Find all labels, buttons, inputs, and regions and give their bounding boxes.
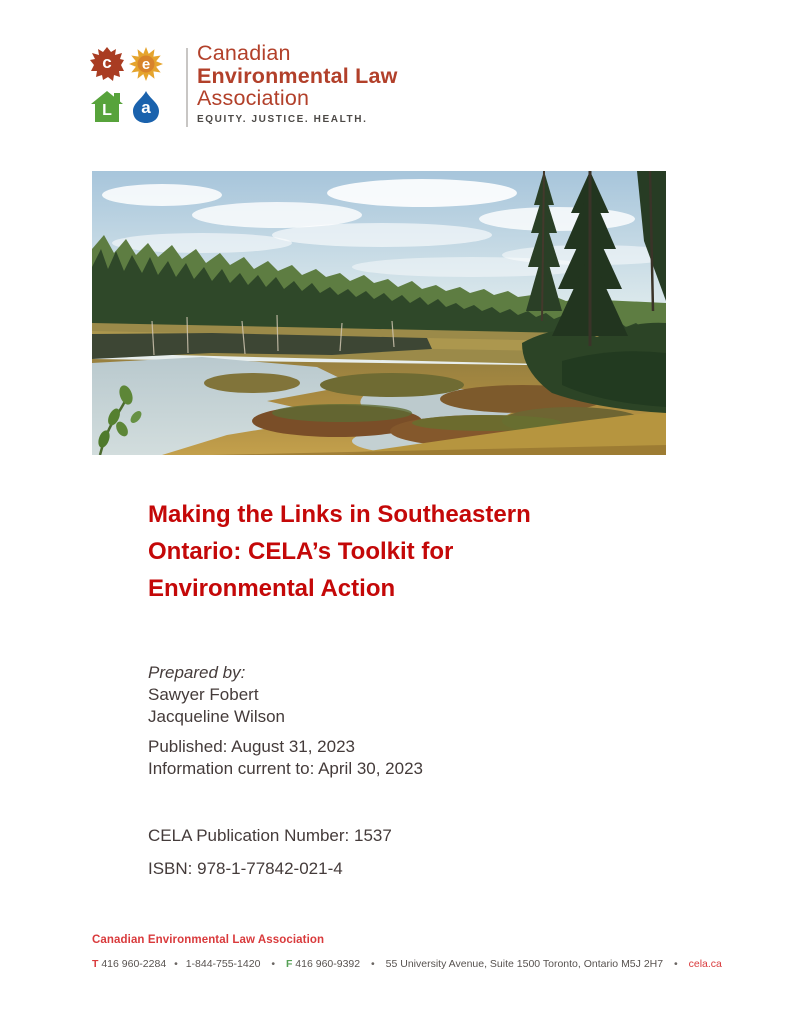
org-name-line2: Environmental Law	[197, 63, 398, 88]
author-2: Jacqueline Wilson	[148, 707, 286, 726]
org-name-line1: Canadian	[197, 41, 291, 65]
publication-dates-block	[148, 736, 423, 780]
website-link[interactable]: cela.ca	[688, 958, 722, 970]
footer-contact-line	[92, 958, 722, 970]
title-line-3: Environmental Action	[148, 575, 396, 602]
separator-bullet: •	[271, 958, 276, 970]
fax-number: 416 960-9392	[295, 958, 361, 970]
published-date: Published: August 31, 2023	[148, 737, 355, 756]
separator-bullet: •	[371, 958, 375, 970]
tollfree-number: 1-844-755-1420	[185, 958, 261, 970]
separator-bullet: •	[174, 958, 178, 970]
org-name-line3: Association	[197, 86, 310, 110]
sun-icon	[129, 47, 163, 81]
cela-logo	[90, 41, 398, 127]
fax-label: F	[285, 958, 293, 970]
logo-divider	[186, 48, 188, 127]
footer-org-name: Canadian Environmental Law Association	[92, 934, 325, 946]
drop-letter: a	[141, 97, 151, 117]
org-tagline: EQUITY. JUSTICE. HEALTH.	[197, 113, 368, 125]
prepared-by-label: Prepared by:	[148, 663, 246, 682]
publication-number: CELA Publication Number: 1537	[148, 826, 392, 845]
isbn-number: ISBN: 978-1-77842-021-4	[148, 859, 343, 878]
house-letter: L	[102, 102, 112, 119]
tel-number: 416 960-2284	[101, 958, 167, 970]
logo-icon-grid	[90, 47, 163, 124]
house-icon	[90, 90, 124, 124]
leaf-icon	[90, 47, 124, 81]
author-1: Sawyer Fobert	[148, 685, 259, 704]
title-line-1: Making the Links in Southeastern	[148, 501, 531, 528]
water-drop-icon	[129, 90, 163, 124]
title-line-2: Ontario: CELA’s Toolkit for	[148, 538, 454, 565]
wetland-landscape-illustration	[92, 171, 666, 455]
org-wordmark	[197, 42, 398, 125]
leaf-letter: c	[102, 52, 112, 72]
street-address: 55 University Avenue, Suite 1500 Toronto, Ontario M5J 2H7	[385, 958, 664, 970]
document-title	[148, 496, 648, 607]
separator-bullet: •	[674, 958, 678, 970]
tel-label: T	[92, 958, 99, 970]
information-current-date: Information current to: April 30, 2023	[148, 759, 423, 778]
sun-letter: e	[141, 55, 151, 73]
prepared-by-block	[148, 662, 285, 728]
cover-photo	[92, 171, 666, 455]
